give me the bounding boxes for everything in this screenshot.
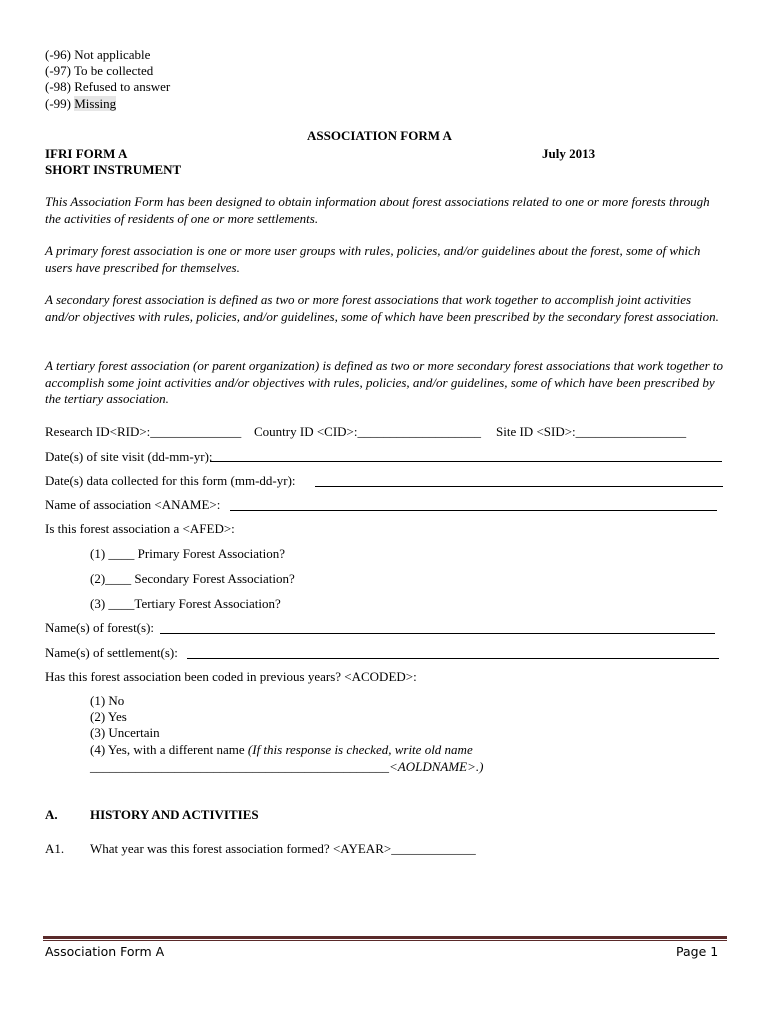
afed-question: Is this forest association a <AFED>:: [45, 521, 235, 536]
site-id-field[interactable]: Site ID <SID>:_________________: [496, 424, 687, 439]
footer-rule: [43, 936, 727, 939]
research-id-field[interactable]: Research ID<RID>:______________: [45, 424, 242, 439]
acoded-uncertain[interactable]: (3) Uncertain: [90, 725, 160, 740]
acoded-no[interactable]: (1) No: [90, 693, 125, 708]
site-visit-line[interactable]: [210, 461, 722, 462]
section-letter: A.: [45, 807, 58, 822]
primary-definition: A primary forest association is one or more user groups with rules, policies, and/or guidelines about the forest, some of which users have prescribed for themselves.: [45, 243, 701, 275]
settlements-label: Name(s) of settlement(s):: [45, 645, 178, 660]
code-not-applicable: (-96) Not applicable: [45, 47, 151, 62]
form-date: July 2013: [542, 146, 596, 161]
forests-line[interactable]: [160, 633, 715, 634]
section-title: HISTORY AND ACTIVITIES: [90, 807, 259, 822]
code-refused: (-98) Refused to answer: [45, 79, 171, 94]
footer-form-name: Association Form A: [45, 944, 165, 959]
settlements-line[interactable]: [187, 658, 719, 659]
acoded-yes-different-label: (4) Yes, with a different name: [90, 742, 248, 757]
acoded-note: (If this response is checked, write old name: [247, 742, 473, 757]
secondary-definition: A secondary forest association is defined as two or more forest associations that work together to accomplish joint activities and/or objectives with rules, policies, and/or guidelines, some of which have been prescribed by the secondary forest association.: [45, 292, 719, 324]
form-name: IFRI FORM A: [45, 146, 128, 161]
data-collected-line[interactable]: [315, 486, 723, 487]
code-missing-prefix: (-99): [45, 96, 75, 111]
afed-primary-option[interactable]: (1) ____ Primary Forest Association?: [90, 546, 285, 561]
form-title: ASSOCIATION FORM A: [307, 128, 452, 143]
footer-page-number: Page 1: [676, 944, 719, 959]
assoc-name-line[interactable]: [230, 510, 717, 511]
instrument-type: SHORT INSTRUMENT: [45, 162, 182, 177]
acoded-yes-different[interactable]: [90, 742, 473, 758]
code-to-be-collected: (-97) To be collected: [45, 63, 154, 78]
data-collected-label: Date(s) data collected for this form (mm-dd-yr):: [45, 473, 296, 488]
footer-rule-thin: [43, 940, 727, 941]
tertiary-definition: A tertiary forest association (or parent organization) is defined as two or more secondary forest associations that work together to accomplish some joint activities and/or objectives with rules, policies, and/or guidelines, some of which have been prescribed by the tertiary association.: [45, 358, 724, 406]
question-number: A1.: [45, 841, 65, 856]
site-visit-label: Date(s) of site visit (dd-mm-yr):: [45, 449, 213, 464]
code-missing: [45, 96, 116, 112]
acoded-question: Has this forest association been coded in previous years? <ACODED>:: [45, 669, 417, 684]
intro-paragraph: This Association Form has been designed to obtain information about forest associations related to one or more forests through the activities of residents of one or more settlements.: [45, 194, 710, 226]
country-id-field[interactable]: Country ID <CID>:___________________: [254, 424, 481, 439]
forests-label: Name(s) of forest(s):: [45, 620, 155, 635]
afed-secondary-option[interactable]: (2)____ Secondary Forest Association?: [90, 571, 295, 586]
acoded-yes[interactable]: (2) Yes: [90, 709, 127, 724]
code-missing-label: Missing: [74, 96, 117, 111]
ayear-question[interactable]: What year was this forest association formed? <AYEAR>_____________: [90, 841, 476, 856]
aoldname-field[interactable]: ______________________________________________<AOLDNAME>.): [90, 759, 484, 774]
assoc-name-label: Name of association <ANAME>:: [45, 497, 221, 512]
afed-tertiary-option[interactable]: (3) ____Tertiary Forest Association?: [90, 596, 281, 611]
